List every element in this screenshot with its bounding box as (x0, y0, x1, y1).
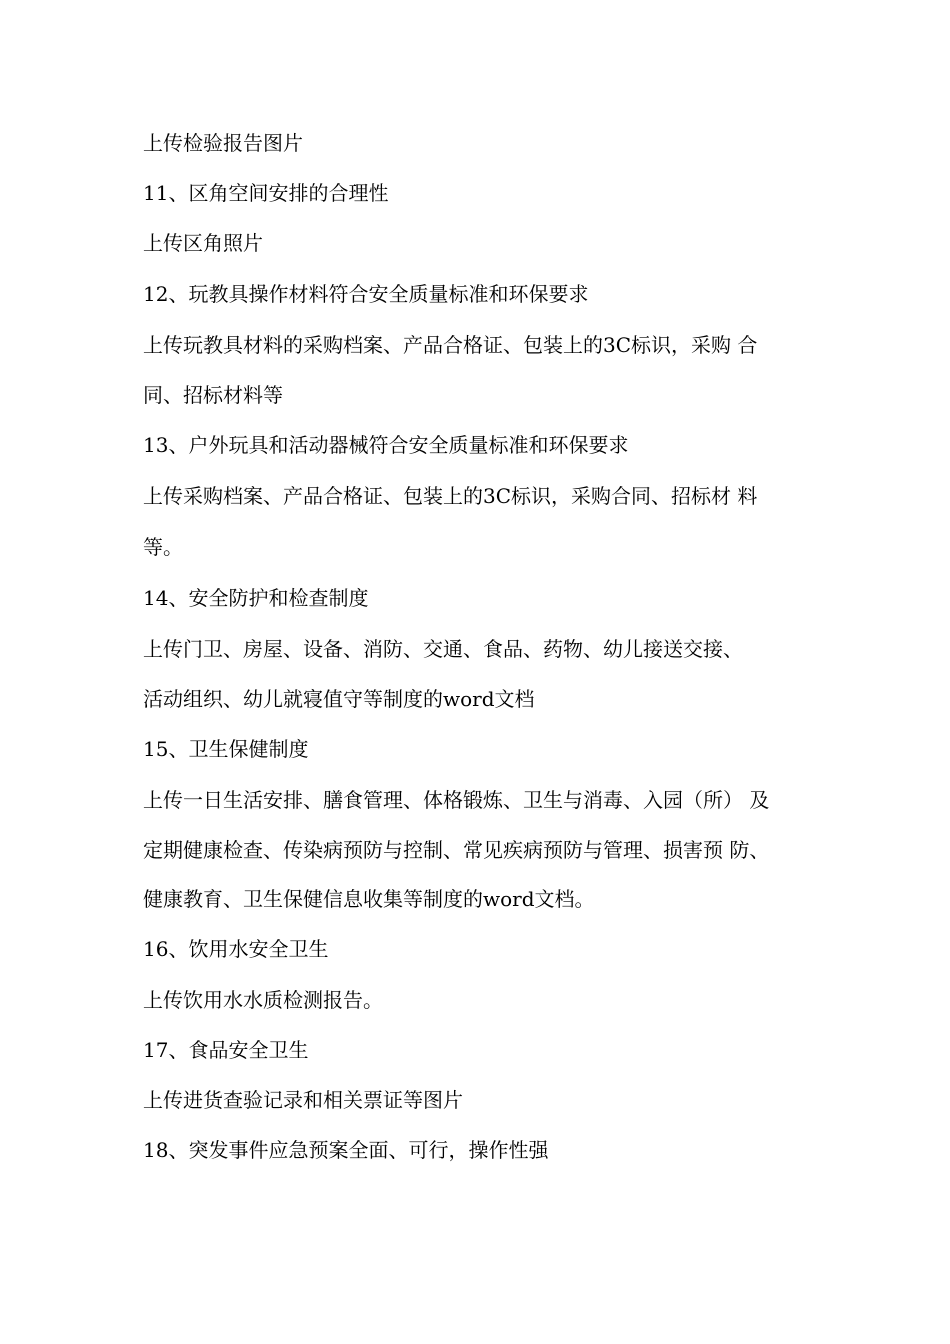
item-16-heading: 16、饮用水安全卫生 (143, 937, 329, 961)
item-15-description-line-1: 上传一日生活安排、膳食管理、体格锻炼、卫生与消毒、入园（所） 及 (143, 788, 770, 812)
item-15-description-line-3: 健康教育、卫生保健信息收集等制度的word文档。 (143, 887, 595, 911)
item-17-description: 上传进货查验记录和相关票证等图片 (143, 1088, 463, 1112)
item-18-heading: 18、突发事件应急预案全面、可行，操作性强 (143, 1138, 549, 1162)
item-11-description: 上传区角照片 (143, 231, 263, 255)
item-12-description-line-2: 同、招标材料等 (143, 383, 283, 407)
item-14-heading: 14、安全防护和检查制度 (143, 586, 369, 610)
item-17-heading: 17、食品安全卫生 (143, 1038, 309, 1062)
item-16-description: 上传饮用水水质检测报告。 (143, 988, 383, 1012)
item-12-heading: 12、玩教具操作材料符合安全质量标准和环保要求 (143, 282, 589, 306)
item-13-heading: 13、户外玩具和活动器械符合安全质量标准和环保要求 (143, 433, 629, 457)
item-12-description-line-1: 上传玩教具材料的采购档案、产品合格证、包装上的3C标识，采购 合 (143, 333, 758, 357)
item-14-description-line-1: 上传门卫、房屋、设备、消防、交通、食品、药物、幼儿接送交接、 (143, 637, 743, 661)
item-11-heading: 11、区角空间安排的合理性 (143, 181, 389, 205)
item-14-description-line-2: 活动组织、幼儿就寝值守等制度的word文档 (143, 687, 535, 711)
line-upload-inspection-report: 上传检验报告图片 (143, 131, 303, 155)
item-15-heading: 15、卫生保健制度 (143, 737, 309, 761)
item-15-description-line-2: 定期健康检查、传染病预防与控制、常见疾病预防与管理、损害预 防、 (143, 838, 770, 862)
item-13-description-line-2: 等。 (143, 535, 183, 559)
item-13-description-line-1: 上传采购档案、产品合格证、包装上的3C标识，采购合同、招标材 料 (143, 484, 758, 508)
